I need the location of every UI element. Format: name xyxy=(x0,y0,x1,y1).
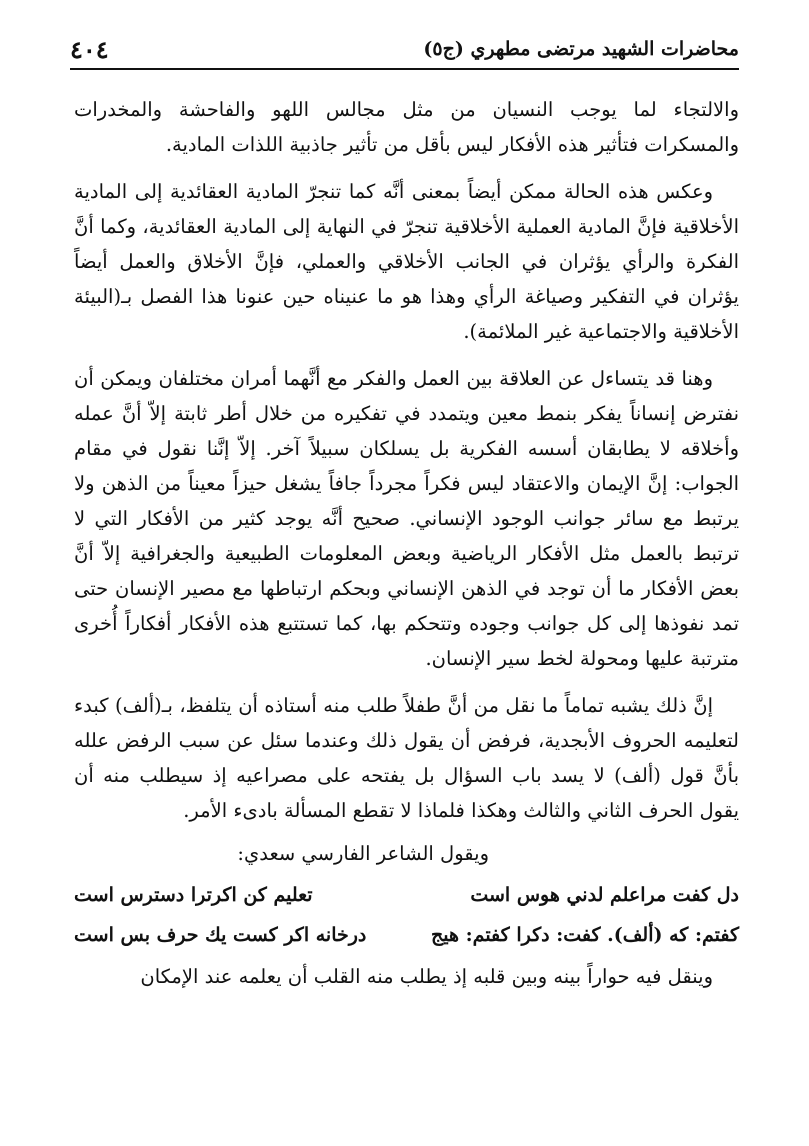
page-header xyxy=(70,30,739,70)
poem xyxy=(74,875,739,955)
paragraph-1: والالتجاء لما يوجب النسيان من مثل مجالس اللهو والفاحشة والمخدرات والمسكرات فتأثير هذه الأفكار ليس بأقل من تأثير جاذبية اللذات المادية. xyxy=(74,98,739,156)
poem-intro: ويقول الشاعر الفارسي سعدي: xyxy=(237,842,489,865)
page-body xyxy=(74,92,739,994)
page-number: ٤٠٤ xyxy=(70,34,109,64)
poem-verse-2-first: كفتم: كه (ألف). كفت: دكرا كفتم: هيج xyxy=(431,924,739,946)
paragraph-2: وعكس هذه الحالة ممكن أيضاً بمعنى أنَّه كما تنجرّ المادية العقائدية إلى المادية الأخلاقية فإنَّ المادية العملية الأخلاقية تنجرّ في النهاية إلى المادية العقائدية، وكما أنَّ الفكرة والرأي يؤثران في الجانب الأخلاقي والعملي، فإنَّ الأخلاق والعمل أيضاً يؤثران في التفكير وصياغة الرأي وهذا هو ما عنيناه حين عنونا هذا الفصل بـ(البيئة الأخلاقية والاجتماعية غير الملائمة). xyxy=(74,180,739,343)
paragraph-5: وينقل فيه حواراً بينه وبين قلبه إذ يطلب منه القلب أن يعلمه عند الإمكان xyxy=(140,965,713,988)
poem-verse-1-second: تعليم كن اكرترا دسترس است xyxy=(74,884,313,906)
poem-verse-1-first: دل كفت مراعلم لدني هوس است xyxy=(470,884,739,906)
paragraph-4: إنَّ ذلك يشبه تماماً ما نقل من أنَّ طفلاً طلب منه أستاذه أن يتلفظ، بـ(ألف) كبدء لتعليمه الحروف الأبجدية، فرفض أن يقول ذلك وعندما سئل عن سبب الرفض علله بأنَّ قول (ألف) لا يسد باب السؤال بل يفتحه على مصراعيه إذ سيطلب منه أن يقول الحرف الثاني والثالث وهكذا فلماذا لا تقطع المسألة بادىء الأمر. xyxy=(74,694,739,822)
poem-verse-1 xyxy=(74,875,739,915)
poem-verse-2-second: درخانه اكر كست يك حرف بس است xyxy=(74,924,367,946)
paragraph-3: وهنا قد يتساءل عن العلاقة بين العمل والفكر مع أنَّهما أمران مختلفان ويمكن أن نفترض إنساناً يفكر بنمط معين ويتمدد في تفكيره من خلال أطر ثابتة إلاّ أنَّ عمله وأخلاقه لا يطابقان أسسه الفكرية بل يسلكان سبيلاً آخر. إلاّ إنَّنا نقول في مقام الجواب: إنَّ الإيمان والاعتقاد ليس فكراً مجرداً جافاً يشغل حيزاً معيناً من الذهن ولا يرتبط مع سائر جوانب الوجود الإنساني. صحيح أنَّه يوجد كثير من الأفكار التي لا ترتبط بالعمل مثل الأفكار الرياضية وبعض المعلومات الطبيعية والجغرافية إلاّ أنَّ بعض الأفكار ما أن توجد في الذهن الإنساني وبحكم ارتباطها مع مصير الإنسان حتى تمد نفوذها إلى كل جوانب وجوده وتتحكم بها، كما تستتبع هذه الأفكار أفكاراً أُخرى مترتبة عليها ومحولة لخط سير الإنسان. xyxy=(74,367,739,670)
poem-verse-2 xyxy=(74,915,739,955)
book-title: محاضرات الشهيد مرتضى مطهري (ج٥) xyxy=(423,38,739,60)
